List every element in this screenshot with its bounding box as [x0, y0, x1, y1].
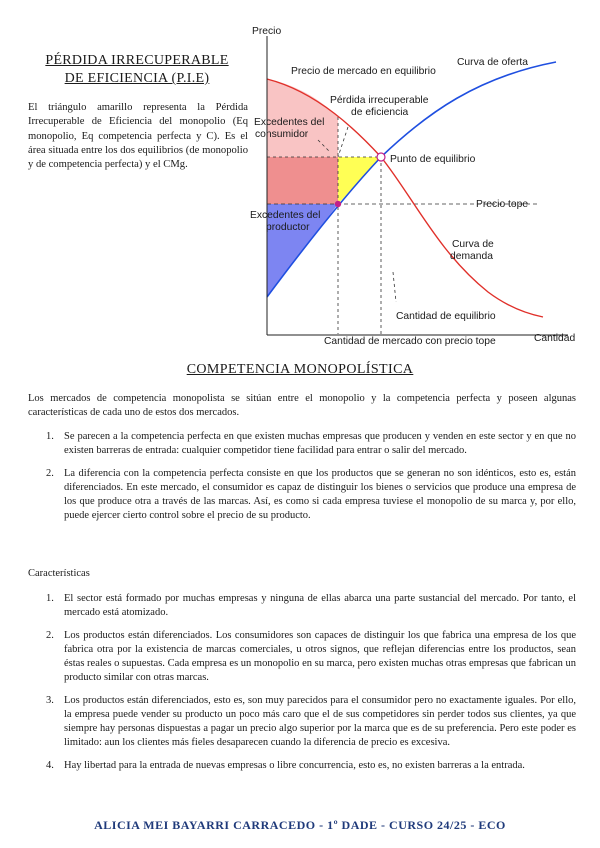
similarity-item	[28, 467, 576, 523]
pie-title-line2: DE EFICIENCIA (P.I.E)	[64, 71, 210, 86]
equilibrium-quantity-label: Cantidad de equilibrio	[396, 311, 496, 322]
pie-title-line1: PÉRDIDA IRRECUPERABLE	[45, 53, 229, 68]
demand-curve-label-1: Curva de	[452, 239, 494, 250]
similarity-item-number: 1.	[46, 431, 54, 442]
consumer-surplus-dark-area	[267, 157, 338, 204]
producer-surplus-label-1: Excedentes del	[250, 210, 321, 221]
producer-surplus-label-2: productor	[266, 222, 310, 233]
price-cap-label: Precio tope	[476, 199, 529, 210]
supply-curve-label: Curva de oferta	[457, 57, 528, 68]
equilibrium-point	[377, 153, 385, 161]
price-cap-point	[335, 201, 341, 207]
price-cap-quantity-label: Cantidad de mercado con precio tope	[324, 336, 496, 347]
characteristic-item-number: 3.	[46, 695, 54, 706]
characteristic-item-number: 2.	[46, 630, 54, 641]
footer-author: ALICIA MEI BAYARRI CARRACEDO - 1º DADE - CURSO 24/25 - ECO	[94, 818, 506, 832]
x-axis-label: Cantidad	[534, 333, 576, 344]
market-price-label: Precio de mercado en equilibrio	[291, 66, 436, 77]
similarity-item	[28, 430, 576, 458]
section-title: COMPETENCIA MONOPOLÍSTICA	[186, 362, 414, 377]
deadweight-label-2: de eficiencia	[351, 107, 409, 118]
y-axis-label: Precio	[252, 26, 282, 37]
characteristic-item	[28, 629, 576, 685]
deadweight-label-1: Pérdida irrecuperable	[330, 95, 429, 106]
characteristic-item-text: Los productos están diferenciados, esto es, son muy parecidos para el consumidor pero no exactamente iguales. Por ello, la empresa puede vender su producto un poco más caro que el de sus competidores sin perder todos sus clientes, ya que siempre hay personas dispuestas a pagar un precio algo superior por la marca que es de su preferencia. Pero este poder es limitado: aun los clientes más fieles desaparecen cuando la diferencia de precio es excesiva.	[64, 695, 576, 748]
similarity-item-text: La diferencia con la competencia perfecta consiste en que los productos que se generan no son idénticos, esto es, están diferenciados. En este mercado, el consumidor es capaz de distinguir los bienes o servicios que produce una empresa de los que produce otra a través de las marcas. Así, es como si cada empresa tuviese el monopolio de su marca y, por ello, puede ejercer cierto control sobre el precio de su producto.	[64, 468, 576, 521]
consumer-surplus-label-1: Excedentes del	[254, 117, 325, 128]
characteristic-item	[28, 592, 576, 620]
characteristic-item-number: 4.	[46, 760, 54, 771]
characteristics-heading: Características	[28, 568, 90, 579]
characteristic-item-text: El sector está formado por muchas empresas y ninguna de ellas abarca una parte sustancial del mercado. Por tanto, el mercado está atomizado.	[64, 593, 576, 618]
demand-curve-label-2: demanda	[450, 251, 493, 262]
section-intro: Los mercados de competencia monopolista se sitúan entre el monopolio y la competencia perfecta y poseen algunas características de cada uno de estos dos mercados.	[28, 393, 576, 418]
similarity-item-text: Se parecen a la competencia perfecta en que existen muchas empresas que producen y venden en este sector y en que no existen barreras de entrada: cualquier competidor tiene facilidad para entrar o salir del mercado.	[64, 431, 576, 456]
deadweight-pointer-line	[338, 127, 348, 157]
characteristic-item-text: Los productos están diferenciados. Los consumidores son capaces de distinguir los que fabrica una empresa de los que fabrica otra por la existencia de marcas comerciales, u otros signos, que reflejan diferencias entre los productos, sean éstas reales o supuestas. Cada empresa es un monopolio en su marca, pero existen muchas otras empresas que fabrican un producto similar con otras marcas.	[64, 630, 576, 683]
supply-demand-chart	[238, 22, 584, 352]
characteristic-item-text: Hay libertad para la entrada de nuevas empresas o libre concurrencia, esto es, no existen barreras a la entrada.	[64, 760, 525, 771]
pie-description: El triángulo amarillo representa la Pérdida Irrecuperable de Eficiencia del monopolio (Eq monopolio, Eq competencia perfecta y C). Es el área situada entre los dos equilibrios (de monopolio y de competencia perfecta) y el CMg.	[28, 102, 248, 171]
characteristic-item	[28, 759, 576, 773]
equilibrium-point-label: Punto de equilibrio	[390, 154, 476, 165]
characteristics-list	[28, 592, 576, 782]
similarity-item-number: 2.	[46, 468, 54, 479]
characteristic-item-number: 1.	[46, 593, 54, 604]
eq-quantity-pointer-line	[393, 272, 396, 302]
characteristic-item	[28, 694, 576, 750]
pie-title	[28, 52, 246, 88]
consumer-surplus-label-2: consumidor	[255, 129, 309, 140]
similarities-list	[28, 430, 576, 532]
